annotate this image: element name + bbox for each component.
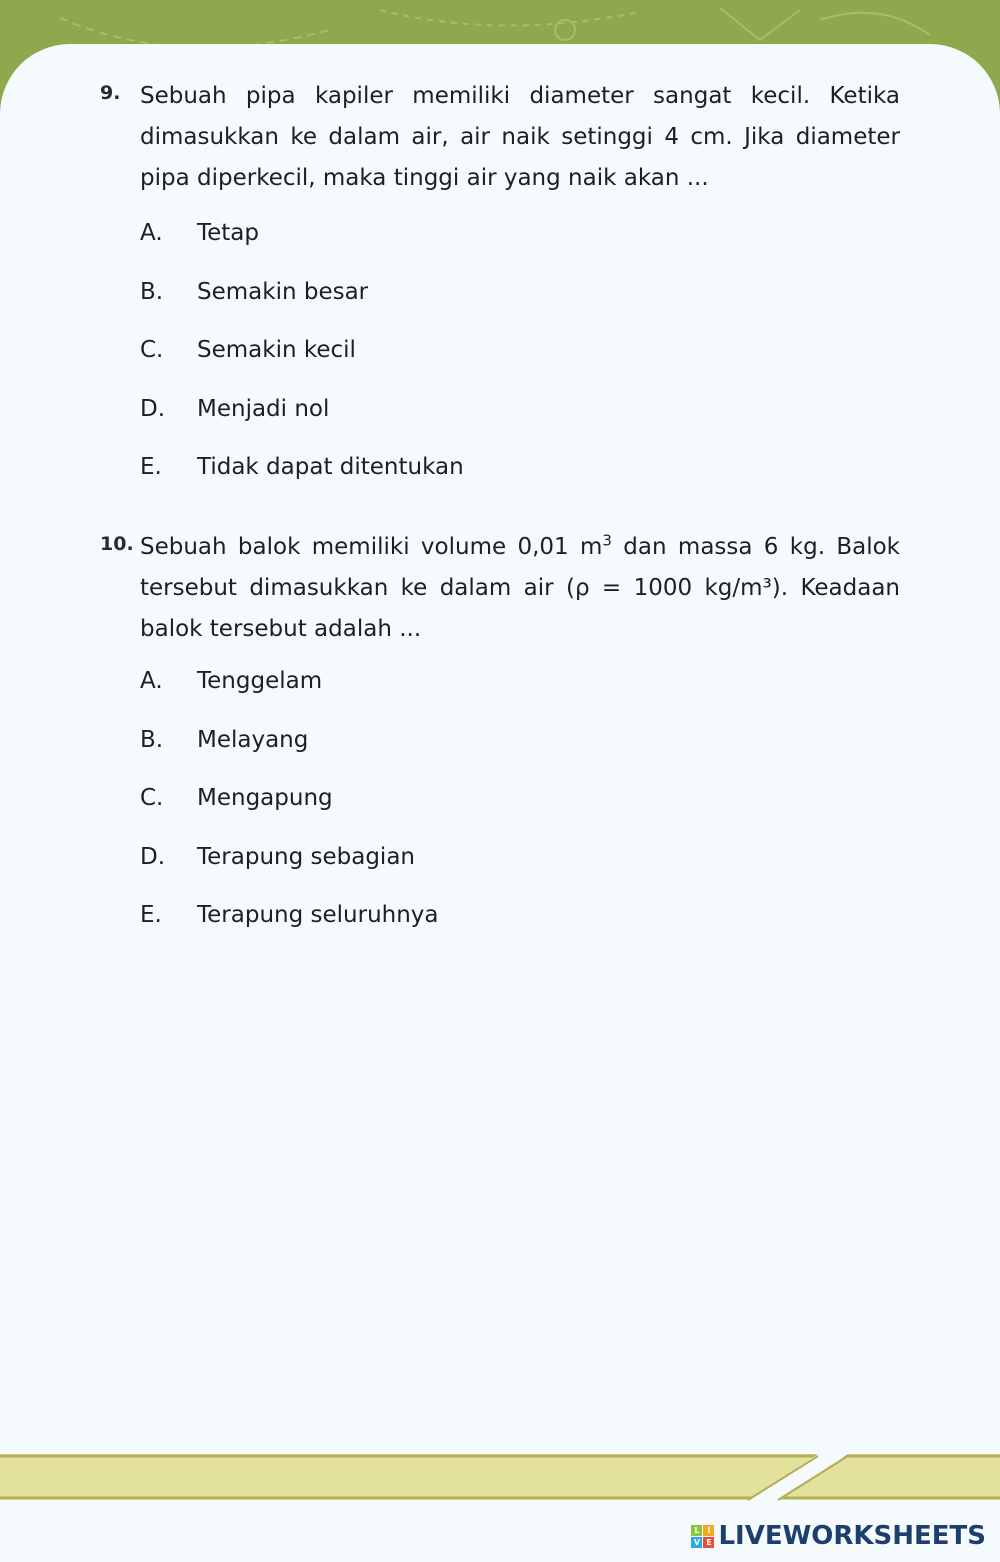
logo-mark-icon — [691, 1525, 714, 1548]
option-letter: C. — [140, 337, 164, 363]
option-text: Terapung sebagian — [197, 844, 415, 870]
liveworksheets-logo[interactable] — [691, 1520, 986, 1552]
option-text: Tidak dapat ditentukan — [197, 454, 464, 480]
option-text: Semakin besar — [197, 279, 369, 305]
question-number: 10. — [100, 533, 134, 555]
logo-text: LIVEWORKSHEETS — [718, 1521, 986, 1551]
option-letter: B. — [140, 279, 164, 305]
footer-stripe — [0, 1454, 1000, 1504]
option-letter: B. — [140, 727, 164, 753]
question-text — [140, 527, 900, 650]
option-letter: D. — [140, 396, 166, 422]
logo-letter: V — [691, 1537, 702, 1548]
option-letter: A. — [140, 220, 163, 246]
option-text: Menjadi nol — [197, 396, 330, 422]
option-letter: E. — [140, 454, 162, 480]
logo-letter: L — [691, 1525, 702, 1536]
question-number: 9. — [100, 82, 121, 104]
superscript: 3 — [602, 531, 612, 550]
option-letter: D. — [140, 844, 166, 870]
logo-letter: E — [703, 1537, 714, 1548]
question-text-part: Sebuah balok memiliki volume 0,01 m — [140, 534, 603, 560]
option-text: Mengapung — [197, 785, 333, 811]
option-letter: C. — [140, 785, 164, 811]
option-text: Terapung seluruhnya — [197, 902, 439, 928]
option-text: Tetap — [197, 220, 260, 246]
option-text: Tenggelam — [197, 668, 323, 694]
question-text: Sebuah pipa kapiler memiliki diameter sangat kecil. Ketika dimasukkan ke dalam air, air naik setinggi 4 cm. Jika diameter pipa diperkecil, maka tinggi air yang naik akan ... — [140, 83, 900, 191]
option-text: Semakin kecil — [197, 337, 356, 363]
option-letter: A. — [140, 668, 163, 694]
option-letter: E. — [140, 902, 162, 928]
logo-letter: I — [703, 1525, 714, 1536]
option-text: Melayang — [197, 727, 309, 753]
question-text-part: dan massa 6 kg. Balok tersebut dimasukkan ke dalam air (ρ = 1000 kg/m³). Keadaan balok tersebut adalah ... — [140, 534, 900, 642]
